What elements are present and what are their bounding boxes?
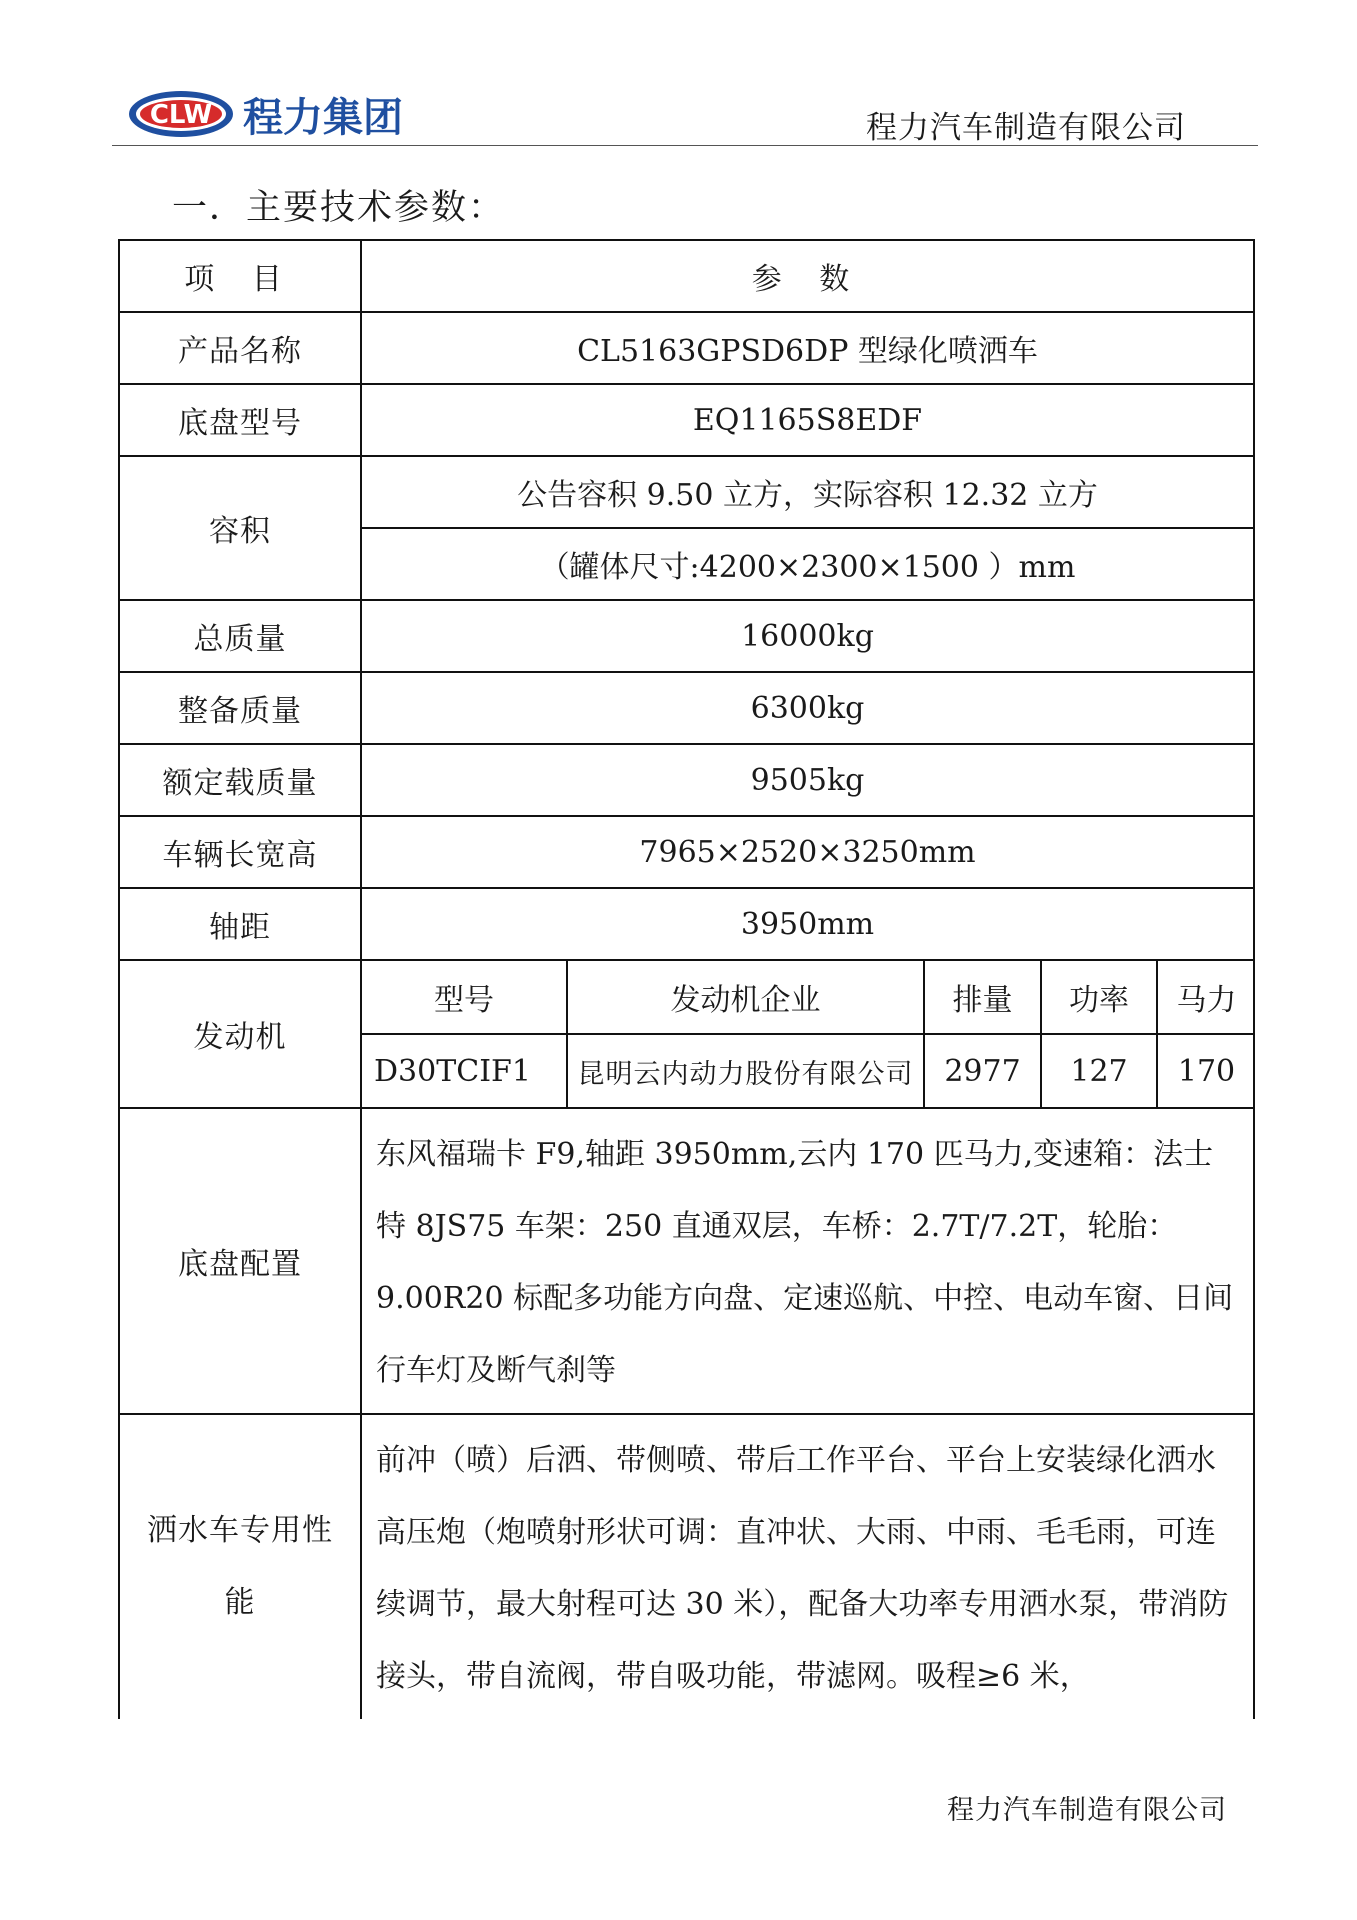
- dimensions-value: 7965×2520×3250mm: [361, 816, 1254, 888]
- engine-col-maker: 发动机企业: [567, 961, 924, 1034]
- special-label: 洒水车专用性能: [119, 1414, 361, 1719]
- table-header-row: [119, 240, 1254, 312]
- chassis-model-value: EQ1165S8EDF: [361, 384, 1254, 456]
- spec-table: [118, 239, 1255, 1719]
- table-row: [119, 1414, 1254, 1719]
- volume-value-line1: 公告容积 9.50 立方，实际容积 12.32 立方: [361, 456, 1254, 528]
- volume-label: 容积: [119, 456, 361, 600]
- table-row: [119, 384, 1254, 456]
- footer-company-name: 程力汽车制造有限公司: [947, 1795, 1227, 1826]
- chassis-config-value: 东风福瑞卡 F9,轴距 3950mm,云内 170 匹马力,变速箱：法士特 8JS75 车架：250 直通双层，车桥：2.7T/7.2T，轮胎：9.00R20 标配多功能方向盘、定速巡航、中控、电动车窗、日间行车灯及断气刹等: [361, 1108, 1254, 1414]
- table-row: [119, 1108, 1254, 1414]
- engine-col-model: 型号: [362, 961, 567, 1034]
- table-row: [119, 312, 1254, 384]
- logo-group-name: 程力集团: [243, 95, 403, 140]
- engine-value-row: [362, 1034, 1255, 1107]
- engine-model-value: D30TCIF1: [374, 1053, 531, 1089]
- wheelbase-value: 3950mm: [361, 888, 1254, 960]
- header-divider: [112, 145, 1258, 146]
- curb-mass-label: 整备质量: [119, 672, 361, 744]
- table-row: [119, 960, 1254, 1108]
- table-row: [119, 744, 1254, 816]
- special-value: 前冲（喷）后洒、带侧喷、带后工作平台、平台上安装绿化洒水高压炮（炮喷射形状可调：直冲状、大雨、中雨、毛毛雨，可连续调节，最大射程可达 30 米），配备大功率专用洒水泵，带消防接头，带自流阀，带自吸功能，带滤网。吸程≥6 米，: [361, 1414, 1254, 1719]
- gross-mass-value: 16000kg: [361, 600, 1254, 672]
- engine-subtable: [362, 961, 1255, 1107]
- dimensions-label: 车辆长宽高: [119, 816, 361, 888]
- header-item-cell: 项 目: [119, 240, 361, 312]
- engine-displacement-value: 2977: [924, 1034, 1041, 1107]
- engine-col-hp: 马力: [1157, 961, 1255, 1034]
- product-name-label: 产品名称: [119, 312, 361, 384]
- table-row: [119, 672, 1254, 744]
- table-row: [119, 888, 1254, 960]
- engine-label: 发动机: [119, 960, 361, 1108]
- engine-hp-value: 170: [1157, 1034, 1255, 1107]
- chassis-model-label: 底盘型号: [119, 384, 361, 456]
- engine-col-power: 功率: [1041, 961, 1157, 1034]
- logo-text: CLW: [149, 100, 213, 130]
- chassis-config-label: 底盘配置: [119, 1108, 361, 1414]
- header-value-cell: 参 数: [361, 240, 1254, 312]
- curb-mass-value: 6300kg: [361, 672, 1254, 744]
- engine-header-row: [362, 961, 1255, 1034]
- header-company-name: 程力汽车制造有限公司: [866, 110, 1186, 146]
- table-row: [119, 600, 1254, 672]
- product-name-value: CL5163GPSD6DP 型绿化喷洒车: [361, 312, 1254, 384]
- table-row: [119, 816, 1254, 888]
- section-title: 一．主要技术参数：: [172, 188, 506, 228]
- engine-power-value: 127: [1041, 1034, 1157, 1107]
- engine-col-displacement: 排量: [924, 961, 1041, 1034]
- rated-load-value: 9505kg: [361, 744, 1254, 816]
- rated-load-label: 额定载质量: [119, 744, 361, 816]
- clw-logo-icon: [127, 88, 467, 140]
- engine-cell: [361, 960, 1254, 1108]
- page-header: [112, 86, 1258, 146]
- table-row: [119, 456, 1254, 528]
- volume-value-line2: （罐体尺寸:4200×2300×1500 ）mm: [361, 528, 1254, 600]
- engine-maker-value: 昆明云内动力股份有限公司: [567, 1034, 924, 1107]
- gross-mass-label: 总质量: [119, 600, 361, 672]
- wheelbase-label: 轴距: [119, 888, 361, 960]
